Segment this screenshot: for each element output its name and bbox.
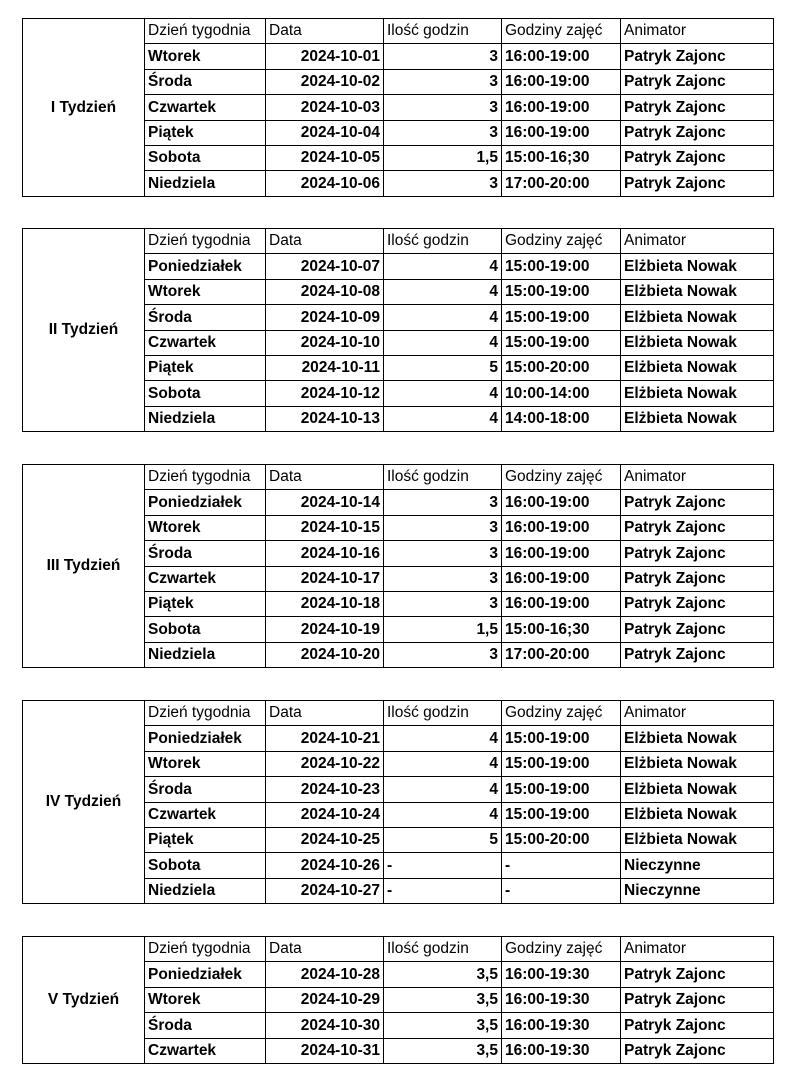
cell-time: 15:00-19:00 bbox=[502, 254, 621, 279]
cell-time: 17:00-20:00 bbox=[502, 642, 621, 667]
cell-hours: 4 bbox=[384, 254, 502, 279]
header-animator: Animator bbox=[621, 19, 774, 44]
cell-time: 17:00-20:00 bbox=[502, 171, 621, 196]
cell-time: 15:00-19:00 bbox=[502, 279, 621, 304]
cell-time: - bbox=[502, 878, 621, 903]
cell-hours: - bbox=[384, 878, 502, 903]
cell-day: Sobota bbox=[145, 617, 266, 642]
cell-day: Poniedziałek bbox=[145, 254, 266, 279]
header-date: Data bbox=[266, 465, 384, 490]
cell-time: 15:00-20:00 bbox=[502, 827, 621, 852]
cell-time: 16:00-19:30 bbox=[502, 987, 621, 1012]
cell-day: Niedziela bbox=[145, 642, 266, 667]
cell-hours: 3 bbox=[384, 642, 502, 667]
cell-animator: Elżbieta Nowak bbox=[621, 355, 774, 380]
cell-date: 2024-10-01 bbox=[266, 44, 384, 69]
cell-animator: Elżbieta Nowak bbox=[621, 279, 774, 304]
cell-time: 16:00-19:00 bbox=[502, 95, 621, 120]
cell-date: 2024-10-29 bbox=[266, 987, 384, 1012]
cell-animator: Elżbieta Nowak bbox=[621, 777, 774, 802]
cell-day: Poniedziałek bbox=[145, 726, 266, 751]
header-hours: Ilość godzin bbox=[384, 701, 502, 726]
cell-date: 2024-10-08 bbox=[266, 279, 384, 304]
cell-date: 2024-10-15 bbox=[266, 515, 384, 540]
cell-time: 15:00-16;30 bbox=[502, 617, 621, 642]
cell-hours: 3 bbox=[384, 120, 502, 145]
cell-animator: Patryk Zajonc bbox=[621, 617, 774, 642]
cell-hours: 3,5 bbox=[384, 962, 502, 987]
cell-hours: 3 bbox=[384, 490, 502, 515]
cell-hours: 5 bbox=[384, 355, 502, 380]
header-row bbox=[23, 701, 774, 726]
header-row bbox=[23, 19, 774, 44]
cell-day: Sobota bbox=[145, 853, 266, 878]
header-row bbox=[23, 465, 774, 490]
cell-day: Wtorek bbox=[145, 987, 266, 1012]
cell-day: Niedziela bbox=[145, 878, 266, 903]
week-table bbox=[22, 18, 774, 197]
cell-time: 16:00-19:00 bbox=[502, 566, 621, 591]
cell-time: 10:00-14:00 bbox=[502, 381, 621, 406]
cell-date: 2024-10-02 bbox=[266, 69, 384, 94]
cell-date: 2024-10-05 bbox=[266, 145, 384, 170]
cell-date: 2024-10-17 bbox=[266, 566, 384, 591]
cell-day: Poniedziałek bbox=[145, 962, 266, 987]
cell-hours: 4 bbox=[384, 305, 502, 330]
cell-hours: 4 bbox=[384, 381, 502, 406]
cell-animator: Patryk Zajonc bbox=[621, 566, 774, 591]
cell-date: 2024-10-20 bbox=[266, 642, 384, 667]
cell-date: 2024-10-06 bbox=[266, 171, 384, 196]
cell-time: 15:00-19:00 bbox=[502, 305, 621, 330]
cell-animator: Patryk Zajonc bbox=[621, 145, 774, 170]
header-day: Dzień tygodnia bbox=[145, 701, 266, 726]
cell-time: 15:00-20:00 bbox=[502, 355, 621, 380]
header-time: Godziny zajęć bbox=[502, 701, 621, 726]
cell-hours: 3,5 bbox=[384, 987, 502, 1012]
cell-animator: Patryk Zajonc bbox=[621, 490, 774, 515]
cell-animator: Patryk Zajonc bbox=[621, 44, 774, 69]
cell-time: 15:00-19:00 bbox=[502, 777, 621, 802]
cell-hours: 3 bbox=[384, 566, 502, 591]
cell-animator: Elżbieta Nowak bbox=[621, 330, 774, 355]
cell-hours: 3 bbox=[384, 69, 502, 94]
cell-hours: 1,5 bbox=[384, 617, 502, 642]
header-hours: Ilość godzin bbox=[384, 937, 502, 962]
cell-day: Piątek bbox=[145, 827, 266, 852]
header-animator: Animator bbox=[621, 465, 774, 490]
cell-hours: 4 bbox=[384, 777, 502, 802]
cell-hours: 4 bbox=[384, 802, 502, 827]
cell-hours: 3 bbox=[384, 591, 502, 616]
cell-animator: Elżbieta Nowak bbox=[621, 802, 774, 827]
cell-date: 2024-10-26 bbox=[266, 853, 384, 878]
cell-animator: Patryk Zajonc bbox=[621, 591, 774, 616]
cell-time: 16:00-19:00 bbox=[502, 515, 621, 540]
header-date: Data bbox=[266, 229, 384, 254]
cell-hours: 3 bbox=[384, 95, 502, 120]
cell-animator: Patryk Zajonc bbox=[621, 69, 774, 94]
cell-time: 15:00-19:00 bbox=[502, 802, 621, 827]
cell-time: 15:00-16;30 bbox=[502, 145, 621, 170]
cell-day: Czwartek bbox=[145, 330, 266, 355]
cell-day: Czwartek bbox=[145, 802, 266, 827]
cell-date: 2024-10-31 bbox=[266, 1038, 384, 1063]
cell-animator: Nieczynne bbox=[621, 853, 774, 878]
cell-time: 16:00-19:30 bbox=[502, 1013, 621, 1038]
cell-time: 15:00-19:00 bbox=[502, 726, 621, 751]
cell-date: 2024-10-24 bbox=[266, 802, 384, 827]
cell-date: 2024-10-19 bbox=[266, 617, 384, 642]
header-date: Data bbox=[266, 937, 384, 962]
cell-hours: - bbox=[384, 853, 502, 878]
header-hours: Ilość godzin bbox=[384, 19, 502, 44]
cell-animator: Elżbieta Nowak bbox=[621, 254, 774, 279]
header-day: Dzień tygodnia bbox=[145, 229, 266, 254]
cell-time: - bbox=[502, 853, 621, 878]
cell-animator: Patryk Zajonc bbox=[621, 962, 774, 987]
cell-date: 2024-10-09 bbox=[266, 305, 384, 330]
cell-date: 2024-10-18 bbox=[266, 591, 384, 616]
cell-day: Piątek bbox=[145, 355, 266, 380]
cell-animator: Patryk Zajonc bbox=[621, 515, 774, 540]
cell-date: 2024-10-12 bbox=[266, 381, 384, 406]
cell-time: 16:00-19:30 bbox=[502, 962, 621, 987]
cell-time: 16:00-19:00 bbox=[502, 591, 621, 616]
cell-hours: 3 bbox=[384, 515, 502, 540]
week-table bbox=[22, 936, 774, 1064]
cell-day: Środa bbox=[145, 541, 266, 566]
cell-time: 16:00-19:00 bbox=[502, 44, 621, 69]
cell-hours: 5 bbox=[384, 827, 502, 852]
header-time: Godziny zajęć bbox=[502, 19, 621, 44]
header-hours: Ilość godzin bbox=[384, 229, 502, 254]
header-row bbox=[23, 229, 774, 254]
cell-animator: Elżbieta Nowak bbox=[621, 381, 774, 406]
cell-date: 2024-10-27 bbox=[266, 878, 384, 903]
header-date: Data bbox=[266, 19, 384, 44]
week-label: II Tydzień bbox=[23, 229, 145, 432]
cell-animator: Patryk Zajonc bbox=[621, 541, 774, 566]
cell-day: Poniedziałek bbox=[145, 490, 266, 515]
header-time: Godziny zajęć bbox=[502, 937, 621, 962]
cell-day: Niedziela bbox=[145, 406, 266, 431]
cell-day: Środa bbox=[145, 777, 266, 802]
cell-animator: Nieczynne bbox=[621, 878, 774, 903]
cell-date: 2024-10-07 bbox=[266, 254, 384, 279]
cell-day: Sobota bbox=[145, 145, 266, 170]
week-label: IV Tydzień bbox=[23, 701, 145, 904]
cell-date: 2024-10-22 bbox=[266, 751, 384, 776]
header-animator: Animator bbox=[621, 701, 774, 726]
cell-time: 16:00-19:30 bbox=[502, 1038, 621, 1063]
cell-date: 2024-10-28 bbox=[266, 962, 384, 987]
cell-time: 16:00-19:00 bbox=[502, 541, 621, 566]
header-row bbox=[23, 937, 774, 962]
cell-animator: Elżbieta Nowak bbox=[621, 726, 774, 751]
cell-date: 2024-10-10 bbox=[266, 330, 384, 355]
cell-date: 2024-10-21 bbox=[266, 726, 384, 751]
cell-day: Wtorek bbox=[145, 515, 266, 540]
cell-hours: 4 bbox=[384, 726, 502, 751]
cell-time: 14:00-18:00 bbox=[502, 406, 621, 431]
header-hours: Ilość godzin bbox=[384, 465, 502, 490]
week-table bbox=[22, 700, 774, 904]
cell-time: 16:00-19:00 bbox=[502, 490, 621, 515]
header-date: Data bbox=[266, 701, 384, 726]
cell-day: Środa bbox=[145, 1013, 266, 1038]
cell-animator: Elżbieta Nowak bbox=[621, 751, 774, 776]
cell-animator: Patryk Zajonc bbox=[621, 987, 774, 1012]
cell-hours: 1,5 bbox=[384, 145, 502, 170]
week-label: V Tydzień bbox=[23, 937, 145, 1064]
cell-day: Czwartek bbox=[145, 95, 266, 120]
cell-hours: 3 bbox=[384, 541, 502, 566]
cell-date: 2024-10-04 bbox=[266, 120, 384, 145]
cell-hours: 4 bbox=[384, 330, 502, 355]
cell-animator: Elżbieta Nowak bbox=[621, 406, 774, 431]
header-day: Dzień tygodnia bbox=[145, 937, 266, 962]
cell-hours: 3 bbox=[384, 171, 502, 196]
cell-animator: Patryk Zajonc bbox=[621, 95, 774, 120]
cell-day: Piątek bbox=[145, 591, 266, 616]
cell-animator: Patryk Zajonc bbox=[621, 642, 774, 667]
header-day: Dzień tygodnia bbox=[145, 465, 266, 490]
cell-day: Wtorek bbox=[145, 279, 266, 304]
cell-animator: Patryk Zajonc bbox=[621, 1013, 774, 1038]
cell-day: Wtorek bbox=[145, 44, 266, 69]
cell-day: Piątek bbox=[145, 120, 266, 145]
cell-day: Niedziela bbox=[145, 171, 266, 196]
cell-animator: Elżbieta Nowak bbox=[621, 305, 774, 330]
cell-day: Środa bbox=[145, 69, 266, 94]
cell-animator: Patryk Zajonc bbox=[621, 120, 774, 145]
cell-date: 2024-10-23 bbox=[266, 777, 384, 802]
week-label: I Tydzień bbox=[23, 19, 145, 197]
cell-date: 2024-10-11 bbox=[266, 355, 384, 380]
header-time: Godziny zajęć bbox=[502, 229, 621, 254]
cell-hours: 4 bbox=[384, 279, 502, 304]
cell-animator: Patryk Zajonc bbox=[621, 1038, 774, 1063]
cell-time: 15:00-19:00 bbox=[502, 330, 621, 355]
cell-hours: 4 bbox=[384, 751, 502, 776]
cell-date: 2024-10-03 bbox=[266, 95, 384, 120]
cell-hours: 3,5 bbox=[384, 1038, 502, 1063]
cell-time: 16:00-19:00 bbox=[502, 69, 621, 94]
cell-time: 15:00-19:00 bbox=[502, 751, 621, 776]
header-time: Godziny zajęć bbox=[502, 465, 621, 490]
cell-day: Sobota bbox=[145, 381, 266, 406]
header-day: Dzień tygodnia bbox=[145, 19, 266, 44]
cell-date: 2024-10-30 bbox=[266, 1013, 384, 1038]
cell-time: 16:00-19:00 bbox=[502, 120, 621, 145]
cell-day: Środa bbox=[145, 305, 266, 330]
cell-date: 2024-10-14 bbox=[266, 490, 384, 515]
cell-date: 2024-10-25 bbox=[266, 827, 384, 852]
cell-date: 2024-10-16 bbox=[266, 541, 384, 566]
header-animator: Animator bbox=[621, 937, 774, 962]
cell-date: 2024-10-13 bbox=[266, 406, 384, 431]
cell-hours: 4 bbox=[384, 406, 502, 431]
cell-animator: Elżbieta Nowak bbox=[621, 827, 774, 852]
cell-hours: 3 bbox=[384, 44, 502, 69]
cell-day: Wtorek bbox=[145, 751, 266, 776]
week-table bbox=[22, 464, 774, 668]
header-animator: Animator bbox=[621, 229, 774, 254]
cell-day: Czwartek bbox=[145, 1038, 266, 1063]
cell-hours: 3,5 bbox=[384, 1013, 502, 1038]
cell-animator: Patryk Zajonc bbox=[621, 171, 774, 196]
cell-day: Czwartek bbox=[145, 566, 266, 591]
week-table bbox=[22, 228, 774, 432]
week-label: III Tydzień bbox=[23, 465, 145, 668]
